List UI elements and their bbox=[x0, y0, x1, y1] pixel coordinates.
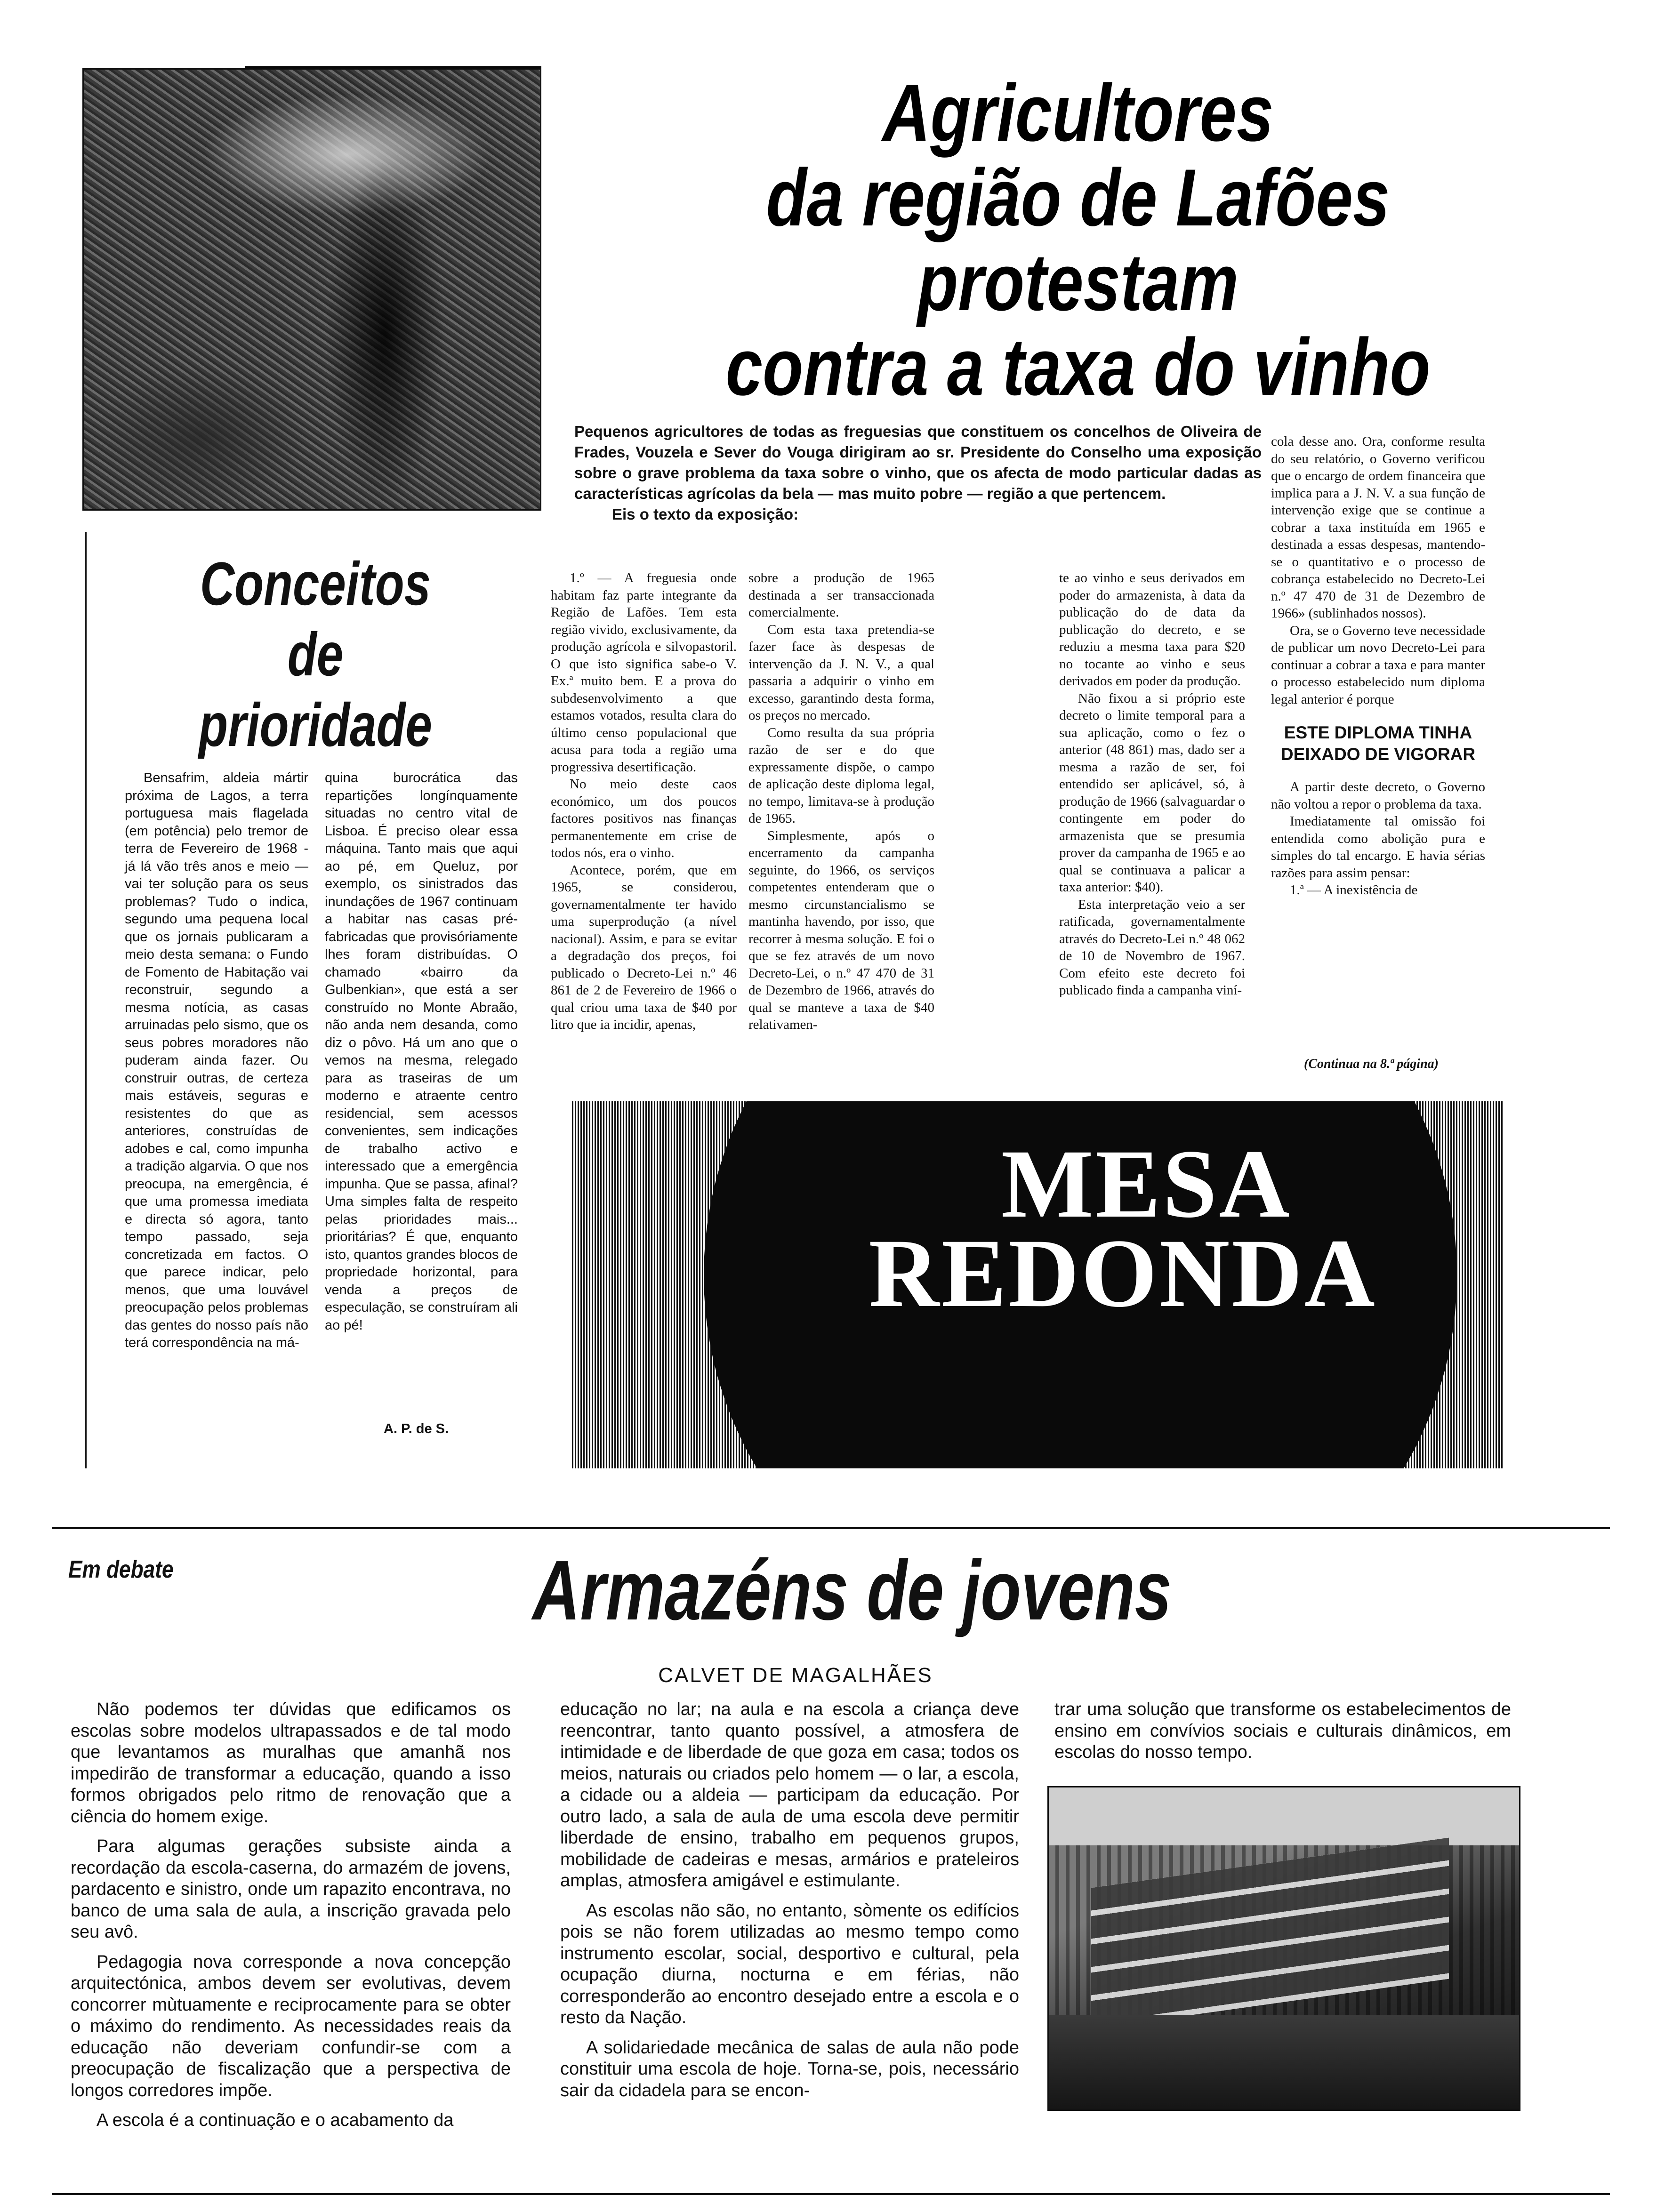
paragraph: trar uma solução que transforme os estabelecimentos de ensino em convívios sociais e culturais dinâmicos, em escolas do nosso tempo. bbox=[1054, 1699, 1511, 1762]
news-photo-village-ruins bbox=[82, 68, 541, 511]
paragraph: No meio deste caos económico, um dos poucos factores positivos nas finanças permanentemente em crise de todos nós, era o vinho. bbox=[551, 777, 737, 860]
paragraph: quina burocrática das repartições longínquamente situadas no centro vital de Lisboa. É preciso olear essa máquina. Tanto mais que aqui ao pé, em Queluz, por exemplo, os sinistrados das inundações de 1967 continuam a habitar nas casas pré-fabricadas que provisóriamente lhes foram distribuídas. O chamado «bairro da Gulbenkian», que está a ser construído no Monte Abraão, não anda nem desanda, como diz o pôvo. Há um ano que o vemos na mesma, relegado para as traseiras de um moderno e atraente centro residencial, sem acessos convenientes, sem indicações de trabalho activo e interessado que a emergência impunha. Que se passa, afinal? Uma simples falta de respeito pelas prioridades mais... prioritárias? É que, enquanto isto, quantos grandes blocos de propriedade horizontal, para venda a preços de especulação, se construíram ali ao pé! bbox=[325, 770, 518, 1333]
paragraph: Imediatamente tal omissão foi entendida como abolição pura e simples do tal encargo. E havia sérias razões para assim pensar: bbox=[1271, 814, 1485, 881]
paragraph: Com esta taxa pretendia-se fazer face às despesas de intervenção da J. N. V., a qual passaria a adquirir o vinho em excesso, garantindo desta forma, os preços no mercado. bbox=[748, 622, 934, 723]
article-column-3 bbox=[1059, 569, 1245, 1087]
mesa-redonda-banner bbox=[572, 1101, 1504, 1468]
section-divider bbox=[52, 1527, 1610, 1529]
paragraph: A solidariedade mecânica de salas de aula não pode constituir uma escola de hoje. Torna-se, pois, necessário sair da cidadela para se encon- bbox=[560, 2037, 1019, 2100]
paragraph: cola desse ano. Ora, conforme resulta do seu relatório, o Governo verificou que o encargo de ordem financeira que implica para a J. N. V. a sua função de intervenção exige que se continue a cobrar a taxa instituída em 1965 e destinada a essas despesas, mantendo-se o quantitativo e o processo de cobrança estabelecido no Decreto-Lei n.º 47 470 de 31 de Dezembro de 1966» (sublinhados nossos). bbox=[1271, 434, 1485, 621]
editorial-column-2 bbox=[325, 769, 518, 1334]
continued-note: (Continua na 8.ª página) bbox=[1304, 1057, 1439, 1071]
paragraph: 1.º — A freguesia onde habitam faz parte integrante da Região de Lafões. Tem esta região vivido, exclusivamente, da produção agrícola e silvopastoril. O que isto significa sabe-o V. Ex.ª muito bem. E a prova do subdesenvolvimento a que estamos votados, resulta clara do último censo populacional que acusa para toda a região uma progressiva desertificação. bbox=[551, 570, 737, 775]
paragraph: te ao vinho e seus derivados em poder do armazenista, à data da publicação do de data da publicação do decreto, e se reduziu a mesma taxa para $20 no tocante ao vinho e seus derivados em poder da produção. bbox=[1059, 570, 1245, 689]
photo-ground-shape bbox=[1049, 2015, 1519, 2109]
paragraph: As escolas não são, no entanto, sòmente os edifícios pois se não forem utilizadas ao mesmo tempo como instrumento escolar, social, desportivo e cultural, pela ocupação diurna, nocturna e em férias, não corresponderão ao encontro desejado entre a escola e o resto da Nação. bbox=[560, 1900, 1019, 2028]
paragraph: Como resulta da sua própria razão de ser e do que expressamente dispõe, o campo de aplicação deste diploma legal, no tempo, limitava-se à produção de 1965. bbox=[748, 725, 934, 826]
article-column-2 bbox=[748, 569, 934, 1087]
editorial-title-line-2: de bbox=[287, 620, 344, 689]
paragraph: Acontece, porém, que em 1965, se considerou, governamentalmente ter havido uma superprodução (a nível nacional). Assim, e para se evitar a degradação dos preços, foi publicado o Decreto-Lei n.º 46 861 de 2 de Fevereiro de 1966 o qual criou uma taxa de $40 por litro que ia incidir, apenas, bbox=[551, 862, 737, 1032]
top-rule bbox=[245, 66, 541, 68]
paragraph: sobre a produção de 1965 destinada a ser transaccionada comercialmente. bbox=[748, 570, 934, 620]
paragraph: 1.ª — A inexistência de bbox=[1290, 882, 1418, 898]
banner-text bbox=[826, 1130, 1466, 1327]
byline: CALVET DE MAGALHÃES bbox=[658, 1664, 933, 1687]
editorial-signature: A. P. de S. bbox=[384, 1421, 449, 1436]
article-column-1 bbox=[551, 569, 737, 1087]
paragraph: Pedagogia nova corresponde a nova concepção arquitectónica, ambos devem ser evolutivas, devem concorrer mùtuamente e reciprocamente para se obter o máximo do rendimento. As necessidades reais da educação não deveriam confundir-se com a preocupação de fiscalização que a perspectiva de longos corredores impõe. bbox=[71, 1952, 511, 2100]
paragraph: Para algumas gerações subsiste ainda a recordação da escola-caserna, do armazém de jovens, pardacento e sinistro, onde um rapazito encontrava, no banco de uma sala de aula, a inscrição gravada pelo seu avô. bbox=[71, 1836, 511, 1942]
paragraph: Esta interpretação veio a ser ratificada, governamentalmente através do Decreto-Lei n.º 48 062 de 10 de Novembro de 1967. Com efeito este decreto foi publicado finda a campanha viní- bbox=[1059, 897, 1245, 998]
news-photo-school-building bbox=[1047, 1786, 1520, 2111]
bottom-column-1 bbox=[71, 1699, 511, 2140]
banner-line-2: REDONDA bbox=[869, 1219, 1377, 1327]
bottom-rule bbox=[52, 2193, 1610, 2195]
headline-line-2: da região de Lafões bbox=[766, 152, 1390, 243]
paragraph: Ora, se o Governo teve necessidade de publicar um novo Decreto-Lei para continuar a cobrar a taxa e para manter o processo estabelecido num diploma legal anterior é porque bbox=[1271, 623, 1485, 707]
photo-building-shape bbox=[1091, 1838, 1449, 2029]
paragraph: A escola é a continuação e o acabamento da bbox=[97, 2110, 454, 2130]
paragraph: Não fixou a si próprio este decreto o limite temporal para a sua aplicação, como o fez o anterior (48 861) mas, dado ser a mesma a razão de ser, foi entendido ser aplicável, só, à produção de 1966 (salvaguardar o contingente em poder do armazenista que se presumia prover da campanha de 1965 e ao qual se continuava a palicar a taxa anterior: $40). bbox=[1059, 690, 1245, 895]
article-column-4 bbox=[1271, 433, 1485, 899]
paragraph: Não podemos ter dúvidas que edificamos os escolas sobre modelos ultrapassados e de tal modo que levantamos as muralhas que amanhã nos impedirão de transformar a educação, quando a isso formos obrigados pelo ritmo de renovação que a ciência do homem exige. bbox=[71, 1699, 511, 1827]
paragraph: Simplesmente, após o encerramento da campanha seguinte, do 1966, os serviços competentes entenderam que o mesmo circunstancialismo se mantinha havendo, por isso, que recorrer à mesma solução. E foi o que se fez através de um novo Decreto-Lei, o n.º 47 470 de 31 de Dezembro de 1966, através do qual se manteve a taxa de $40 relativamen- bbox=[748, 828, 934, 1032]
article-intro bbox=[574, 421, 1262, 525]
editorial-title bbox=[165, 548, 466, 760]
intro-text: Pequenos agricultores de todas as freguesias que constituem os concelhos de Oliveira de Frades, Vouzela e Sever do Vouga dirigiram ao sr. Presidente do Conselho uma exposição sobre o grave problema da taxa sobre o vinho, que os afecta de modo particular dadas as características agrícolas da bela — mas muito pobre — região a que pertencem. bbox=[574, 423, 1262, 502]
paragraph: A partir deste decreto, o Governo não voltou a repor o problema da taxa. bbox=[1271, 779, 1485, 812]
headline-line-4: contra a taxa do vinho bbox=[725, 322, 1431, 412]
bottom-column-2 bbox=[560, 1699, 1019, 2110]
paragraph: Bensafrim, aldeia mártir próxima de Lagos, a terra portuguesa mais flagelada (em potência) pelo tremor de terra de Fevereiro de 1968 - já lá vão três anos e meio — vai ter solução para os seus problemas? Tudo o indica, segundo uma pequena local que os jornais publicaram a meio desta semana: o Fundo de Fomento de Habitação vai reconstruir, segundo a mesma notícia, as casas arruinadas pelo sismo, que os seus pobres moradores não puderam ainda fazer. Ou construir outras, de certeza mais estáveis, seguras e resistentes do que as anteriores, construídas de adobes e cal, como impunha a tradição algarvia. O que nos preocupa, na emergência, é que uma promessa imediata e directa só agora, tanto tempo passado, seja concretizada em factos. O que parece indicar, pelo menos, que uma louvável preocupação pelos problemas das gentes do nosso país não terá correspondência na má- bbox=[125, 770, 308, 1350]
headline-line-3: protestam bbox=[917, 237, 1239, 328]
editorial-title-line-3: prioridade bbox=[199, 690, 432, 759]
editorial-column-1 bbox=[125, 769, 308, 1352]
intro-lead: Eis o texto da exposição: bbox=[612, 505, 799, 523]
headline-line-1: Agricultores bbox=[882, 68, 1274, 158]
section-kicker: Em debate bbox=[68, 1556, 174, 1583]
article-subhead: ESTE DIPLOMA TINHA DEIXADO DE VIGORAR bbox=[1280, 723, 1476, 764]
paragraph: educação no lar; na aula e na escola a criança deve reencontrar, tanto quanto possível, a atmosfera de intimidade e de liberdade de que goza em casa; todos os meios, naturais ou criados pelo homem — o lar, a escola, a cidade ou a aldeia — participam da educação. Por outro lado, a sala de aula de uma escola deve permitir liberdade de ensino, trabalho em pequenos grupos, mobilidade de cadeiras e mesas, armários e prateleiros amplas, atmosfera amigável e estimulante. bbox=[560, 1699, 1019, 1891]
bottom-headline: Armazéns de jovens bbox=[532, 1543, 1172, 1638]
editorial-title-line-1: Conceitos bbox=[200, 549, 431, 618]
main-headline bbox=[650, 68, 1506, 412]
bottom-column-3 bbox=[1054, 1699, 1511, 1772]
banner-line-1: MESA bbox=[1001, 1130, 1292, 1238]
